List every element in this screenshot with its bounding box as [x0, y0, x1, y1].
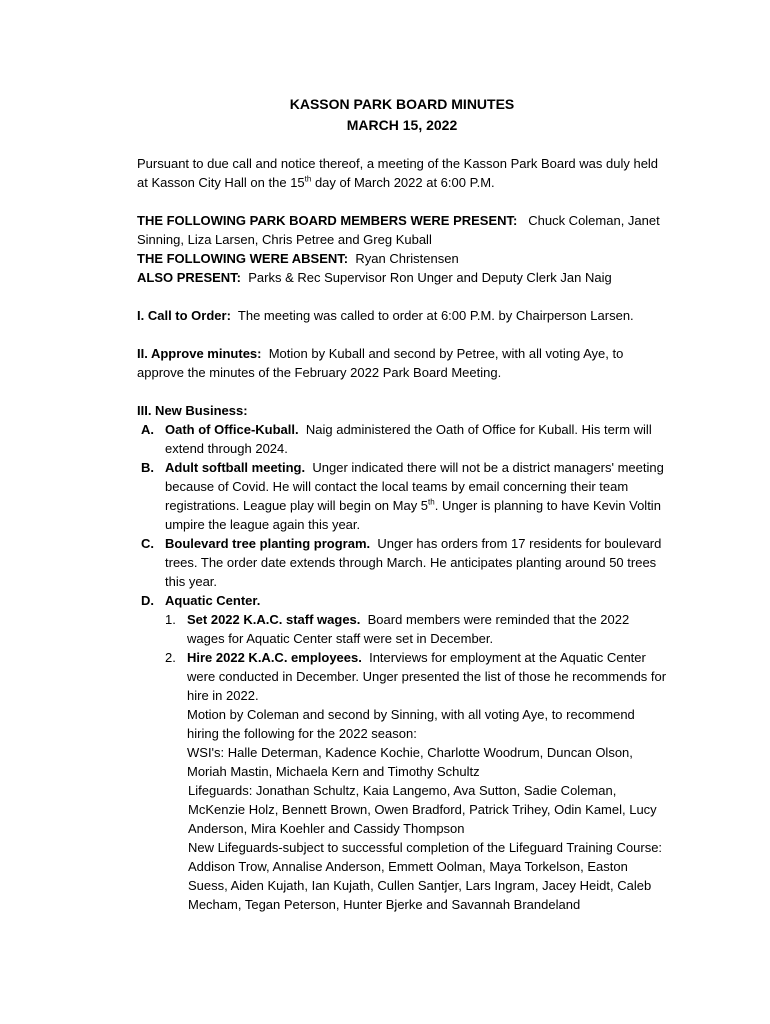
- list-item: D. Aquatic Center. 1. Set 2022 K.A.C. staff wages. Board members were reminded that the 2022 wages for Aquatic Center staff were set in December. 2. Hire 2022 K.A.C. employees. Interviews for employment at the Aquatic Center were conducted in December. Unger presented the list of those he recommends for hire in 2022. Motion by Coleman and second by Sinning, with all voting Aye, to recommend hiring the following for the 2022 season: WSI's: Halle Determan, Kadence Kochie, Charlotte Woodrum, Duncan Olson, Moriah Mastin, Michaela Kern and Timothy Schultz Lifeguards: Jonathan Schultz, Kaia Langemo, Ava Sutton, Sadie Coleman, McKenzie Holz, Bennett Brown, Owen Bradford, Patrick Trihey, Odin Kamel, Lucy Anderson, Mira Koehler and Cassidy Thompson New Lifeguards-subject to successful completion of the Lifeguard Training Course: Addison Trow, Annalise Anderson, Emmett Oolman, Maya Torkelson, Easton Suess, Aiden Kujath, Ian Kujath, Cullen Santjer, Lars Ingram, Jacey Heidt, Caleb Mecham, Tegan Peterson, Hunter Bjerke and Savannah Brandeland: [141, 593, 667, 912]
- list-item: 2. Hire 2022 K.A.C. employees. Interviews for employment at the Aquatic Center were conducted in December. Unger presented the list of those he recommends for hire in 2022. Motion by Coleman and second by Sinning, with all voting Aye, to recommend hiring the following for the 2022 season: WSI's: Halle Determan, Kadence Kochie, Charlotte Woodrum, Duncan Olson, Moriah Mastin, Michaela Kern and Timothy Schultz Lifeguards: Jonathan Schultz, Kaia Langemo, Ava Sutton, Sadie Coleman, McKenzie Holz, Bennett Brown, Owen Bradford, Patrick Trihey, Odin Kamel, Lucy Anderson, Mira Koehler and Cassidy Thompson New Lifeguards-subject to successful completion of the Lifeguard Training Course: Addison Trow, Annalise Anderson, Emmett Oolman, Maya Torkelson, Easton Suess, Aiden Kujath, Ian Kujath, Cullen Santjer, Lars Ingram, Jacey Heidt, Caleb Mecham, Tegan Peterson, Hunter Bjerke and Savannah Brandeland: [165, 650, 667, 912]
- item-heading: Oath of Office-Kuball.: [165, 422, 299, 437]
- also-present-label: ALSO PRESENT:: [137, 270, 242, 285]
- item-heading: Set 2022 K.A.C. staff wages.: [187, 612, 361, 627]
- list-item: C. Boulevard tree planting program. Unger has orders from 17 residents for boulevard trees. The order date extends through March. He anticipates planting around 50 trees this year.: [141, 536, 662, 589]
- also-present: ALSO PRESENT: Parks & Rec Supervisor Ron Unger and Deputy Clerk Jan Naig: [137, 270, 612, 285]
- document-date: MARCH 15, 2022: [346, 117, 458, 133]
- intro-paragraph: Pursuant to due call and notice thereof, a meeting of the Kasson Park Board was duly held at Kasson City Hall on the 15th day of March 2022 at 6:00 P.M.: [137, 156, 659, 190]
- new-business-list: [137, 420, 667, 914]
- item-heading: Aquatic Center.: [165, 593, 261, 608]
- call-to-order: I. Call to Order: The meeting was called to order at 6:00 P.M. by Chairperson Larsen.: [137, 308, 634, 323]
- minutes-document: [137, 94, 667, 914]
- lifeguards-list: Lifeguards: Jonathan Schultz, Kaia Langemo, Ava Sutton, Sadie Coleman, McKenzie Holz, Bennett Brown, Owen Bradford, Patrick Trihey, Odin Kamel, Lucy Anderson, Mira Koehler and Cassidy Thompson: [188, 783, 657, 836]
- present-members: THE FOLLOWING PARK BOARD MEMBERS WERE PRESENT: Chuck Coleman, Janet Sinning, Liza Larsen, Chris Petree and Greg Kuball: [137, 213, 660, 247]
- present-label: THE FOLLOWING PARK BOARD MEMBERS WERE PRESENT:: [137, 213, 518, 228]
- wsi-list: WSI's: Halle Determan, Kadence Kochie, Charlotte Woodrum, Duncan Olson, Moriah Mastin, Michaela Kern and Timothy Schultz: [187, 745, 633, 779]
- list-item: B. Adult softball meeting. Unger indicated there will not be a district managers' meeting because of Covid. He will contact the local teams by email concerning their team registrations. League play will begin on May 5th. Unger is planning to have Kevin Voltin umpire the league again this year.: [141, 460, 664, 532]
- document-title: KASSON PARK BOARD MINUTES: [289, 96, 515, 112]
- new-business-heading: III. New Business:: [137, 403, 248, 418]
- approve-minutes: II. Approve minutes: Motion by Kuball and second by Petree, with all voting Aye, to approve the minutes of the February 2022 Park Board Meeting.: [137, 346, 624, 380]
- item-heading: Hire 2022 K.A.C. employees.: [187, 650, 362, 665]
- hiring-motion: Motion by Coleman and second by Sinning, with all voting Aye, to recommend hiring the following for the 2022 season:: [187, 707, 635, 741]
- aquatic-center-list: [165, 610, 667, 914]
- list-item: A. Oath of Office-Kuball. Naig administered the Oath of Office for Kuball. His term will extend through 2024.: [141, 422, 652, 456]
- absent-label: THE FOLLOWING WERE ABSENT:: [137, 251, 349, 266]
- new-lifeguards-list: New Lifeguards-subject to successful completion of the Lifeguard Training Course: Addison Trow, Annalise Anderson, Emmett Oolman, Maya Torkelson, Easton Suess, Aiden Kujath, Ian Kujath, Cullen Santjer, Lars Ingram, Jacey Heidt, Caleb Mecham, Tegan Peterson, Hunter Bjerke and Savannah Brandeland: [188, 840, 663, 912]
- list-item: 1. Set 2022 K.A.C. staff wages. Board members were reminded that the 2022 wages for Aquatic Center staff were set in December.: [165, 612, 630, 646]
- absent-members: THE FOLLOWING WERE ABSENT: Ryan Christensen: [137, 251, 459, 266]
- item-heading: Boulevard tree planting program.: [165, 536, 371, 551]
- item-heading: Adult softball meeting.: [165, 460, 306, 475]
